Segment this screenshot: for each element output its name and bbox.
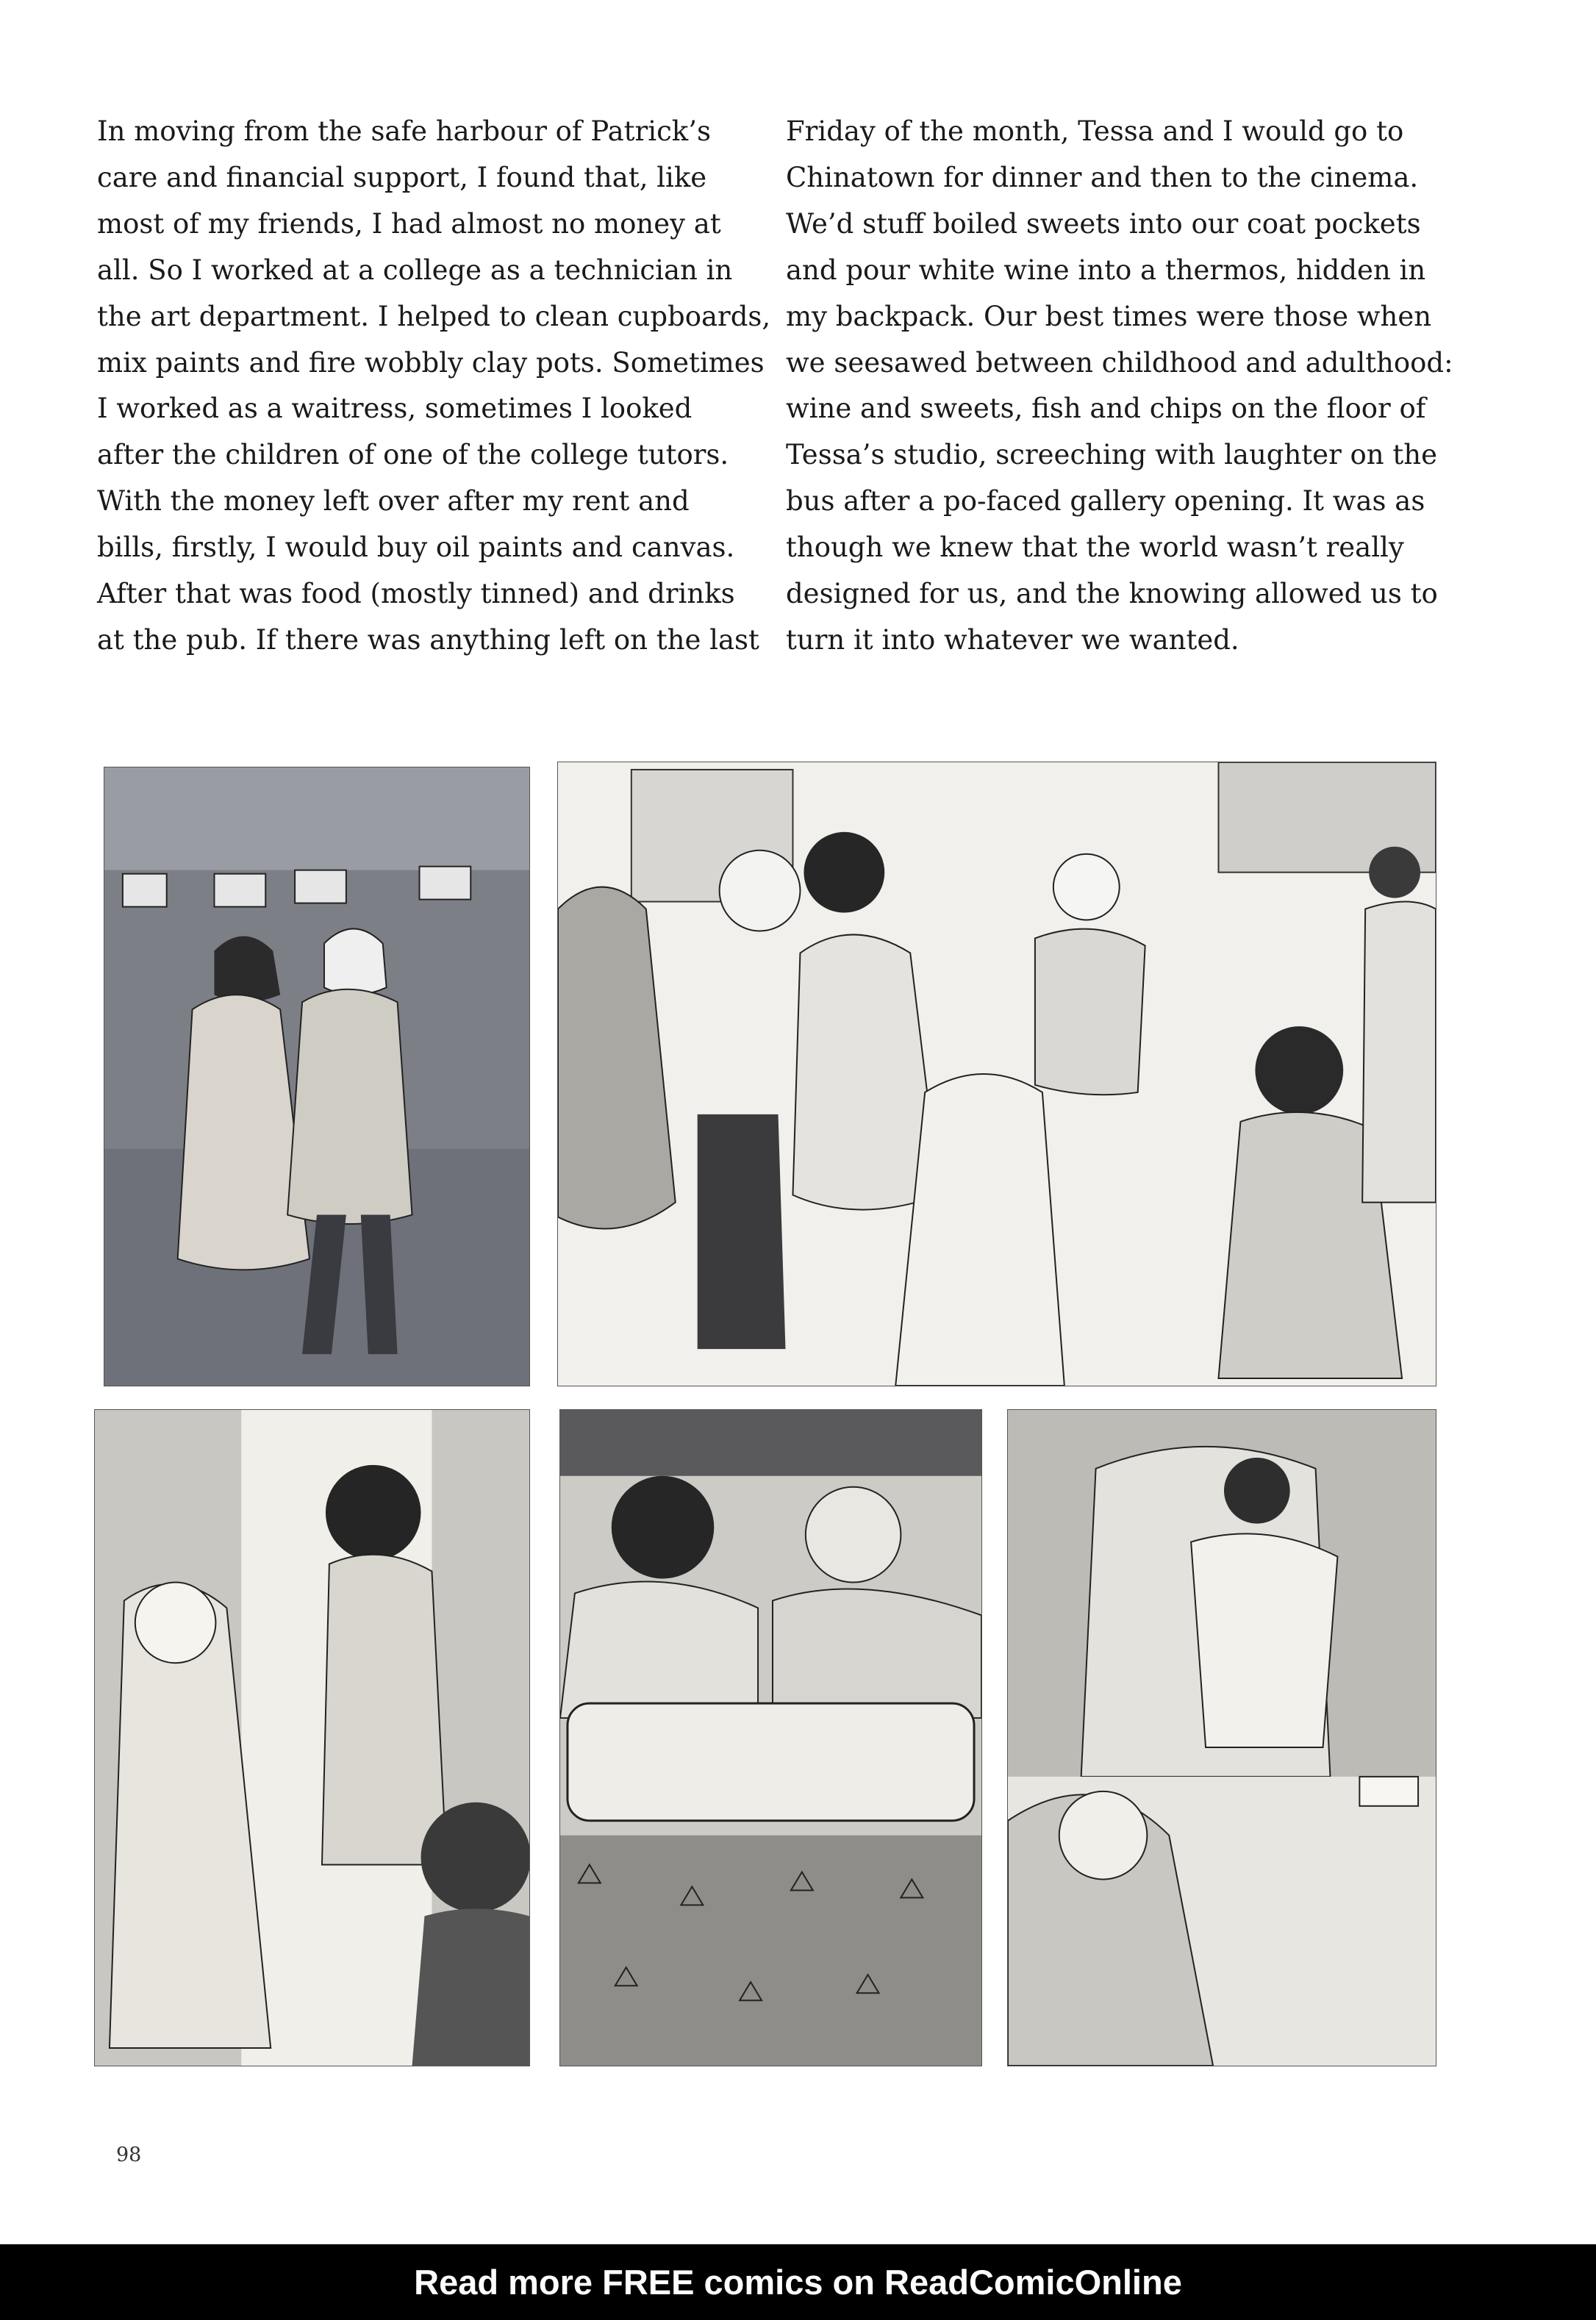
text-line: we seesawed between childhood and adulthood: xyxy=(786,346,1453,379)
living-room-illustration xyxy=(1008,1410,1436,2066)
comic-panel-street-walk xyxy=(104,767,530,1386)
bus-ride-illustration xyxy=(560,1410,981,2066)
comic-panel-doorway xyxy=(94,1409,530,2066)
text-line: bills, firstly, I would buy oil paints and canvas. xyxy=(97,531,735,564)
text-line: most of my friends, I had almost no money at xyxy=(97,207,721,240)
page-number: 98 xyxy=(116,2144,142,2166)
text-line: bus after a po-faced gallery opening. It was as xyxy=(786,485,1425,518)
text-line: mix paints and fire wobbly clay pots. Sometimes xyxy=(97,346,765,379)
text-line: after the children of one of the college tutors. xyxy=(97,439,729,471)
text-line: my backpack. Our best times were those when xyxy=(786,300,1432,332)
text-line: all. So I worked at a college as a technician in xyxy=(97,254,733,286)
text-line: I worked as a waitress, sometimes I looked xyxy=(97,393,693,425)
text-column-left xyxy=(97,109,771,664)
text-line: After that was food (mostly tinned) and drinks xyxy=(97,578,735,610)
text-line: though we knew that the world wasn’t really xyxy=(786,531,1404,564)
doorway-illustration xyxy=(95,1410,529,2066)
text-line: and pour white wine into a thermos, hidden in xyxy=(786,254,1426,286)
text-line: care and financial support, I found that, like xyxy=(97,161,707,193)
text-line: Tessa’s studio, screeching with laughter on the xyxy=(786,439,1437,471)
text-column-right xyxy=(786,109,1453,664)
gallery-opening-illustration xyxy=(558,762,1436,1386)
text-line: at the pub. If there was anything left on the last xyxy=(97,623,759,656)
comic-panel-living-room xyxy=(1007,1409,1436,2066)
street-walk-illustration xyxy=(104,767,529,1386)
text-line: Chinatown for dinner and then to the cinema. xyxy=(786,161,1419,193)
comic-panel-gallery-opening xyxy=(557,762,1436,1386)
text-line: wine and sweets, fish and chips on the floor of xyxy=(786,393,1426,425)
text-line: We’d stuff boiled sweets into our coat pockets xyxy=(786,207,1421,240)
text-line: Friday of the month, Tessa and I would go to xyxy=(786,115,1404,147)
comic-panel-bus-ride xyxy=(559,1409,982,2066)
text-line: designed for us, and the knowing allowed us to xyxy=(786,578,1438,610)
text-line: With the money left over after my rent and xyxy=(97,485,690,518)
footer-banner[interactable] xyxy=(0,2244,1596,2320)
text-line: turn it into whatever we wanted. xyxy=(786,623,1239,656)
text-line: the art department. I helped to clean cupboards, xyxy=(97,300,771,332)
text-line: In moving from the safe harbour of Patrick’s xyxy=(97,115,711,147)
footer-banner-text[interactable]: Read more FREE comics on ReadComicOnline xyxy=(414,2263,1182,2302)
